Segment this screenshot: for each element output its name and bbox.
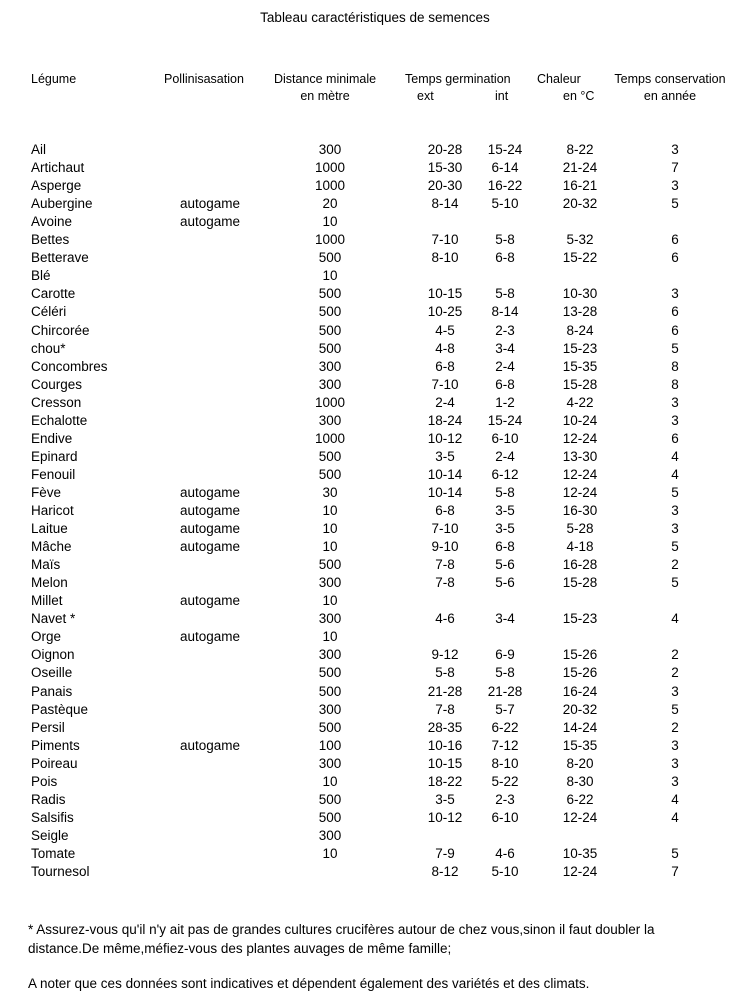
heat-range: 21-24	[562, 160, 598, 176]
min-distance: 500	[318, 448, 342, 464]
germination-int: 21-28	[487, 683, 523, 699]
min-distance: 1000	[314, 394, 346, 410]
min-distance: 10	[322, 521, 338, 537]
germination-ext: 6-8	[435, 358, 455, 374]
vegetable-name: Tournesol	[31, 864, 90, 879]
vegetable-name: Pois	[31, 773, 58, 789]
germination-int: 6-12	[491, 466, 519, 482]
germination-ext: 9-12	[431, 647, 459, 663]
conservation-years: 5	[671, 340, 679, 356]
germination-int: 5-8	[495, 286, 515, 302]
germination-int: 3-4	[495, 340, 515, 356]
table-row	[0, 466, 750, 484]
vegetable-name: Millet	[31, 593, 63, 609]
conservation-years: 5	[671, 196, 679, 212]
germination-int: 8-10	[491, 755, 519, 771]
table-row	[0, 737, 750, 755]
germination-int: 1-2	[495, 394, 515, 410]
germination-int: 6-9	[495, 647, 515, 663]
germination-int: 5-7	[495, 701, 515, 717]
vegetable-name: Aubergine	[31, 196, 93, 212]
min-distance: 10	[322, 593, 338, 609]
table-row	[0, 664, 750, 682]
min-distance: 300	[318, 376, 342, 392]
germination-int: 5-6	[495, 575, 515, 591]
vegetable-name: Bettes	[31, 232, 70, 248]
table-row	[0, 340, 750, 358]
table-row	[0, 755, 750, 773]
conservation-years: 4	[671, 448, 679, 464]
heat-range: 16-30	[562, 503, 598, 518]
vegetable-name: Orge	[31, 629, 62, 645]
germination-ext: 7-10	[431, 521, 459, 537]
min-distance: 20	[322, 196, 338, 212]
vegetable-name: Oseille	[31, 665, 73, 681]
header-conservation-line2: en année	[643, 89, 697, 103]
table-row	[0, 213, 750, 231]
germination-int: 6-8	[495, 539, 515, 555]
conservation-years: 4	[671, 809, 679, 825]
min-distance: 100	[318, 737, 342, 753]
min-distance: 500	[318, 683, 342, 699]
conservation-years: 3	[671, 394, 679, 410]
heat-range: 12-24	[562, 430, 598, 446]
heat-range: 20-32	[562, 701, 598, 717]
germination-int: 5-6	[495, 557, 515, 573]
vegetable-name: Fenouil	[31, 466, 76, 482]
vegetable-name: Céléri	[31, 304, 67, 320]
germination-ext: 15-30	[427, 160, 463, 176]
table-row	[0, 177, 750, 195]
conservation-years: 8	[671, 358, 679, 374]
table-row	[0, 773, 750, 791]
germination-ext: 10-16	[427, 737, 463, 753]
germination-ext: 4-6	[435, 611, 455, 627]
vegetable-name: Courges	[31, 376, 83, 392]
min-distance: 1000	[314, 232, 346, 248]
germination-int: 3-5	[495, 521, 515, 537]
vegetable-name: Ail	[31, 142, 47, 157]
min-distance: 500	[318, 809, 342, 825]
table-row	[0, 791, 750, 809]
germination-ext: 10-15	[427, 755, 463, 771]
conservation-years: 3	[671, 503, 679, 518]
heat-range: 10-35	[562, 845, 598, 861]
germination-ext: 20-28	[427, 142, 463, 157]
vegetable-name: Avoine	[31, 214, 73, 230]
table-row	[0, 484, 750, 502]
disclaimer: A noter que ces données sont indicatives et dépendent également des variétés et des climats.	[28, 976, 590, 991]
vegetable-name: Pastèque	[31, 701, 89, 717]
footnote: * Assurez-vous qu'il n'y ait pas de grandes cultures crucifères autour de chez vous,sinon il faut doubler la distance.De même,méfiez-vous des plantes auvages de même famille;	[28, 922, 655, 956]
germination-ext: 28-35	[427, 719, 463, 735]
conservation-years: 3	[671, 286, 679, 302]
vegetable-name: Radis	[31, 791, 66, 807]
header-conservation	[605, 71, 735, 105]
vegetable-name: Melon	[31, 575, 68, 591]
germination-ext: 10-12	[427, 430, 463, 446]
table-row	[0, 719, 750, 737]
conservation-years: 3	[671, 412, 679, 428]
conservation-years: 2	[671, 665, 679, 681]
heat-range: 13-28	[562, 304, 598, 320]
vegetable-name: Mâche	[31, 539, 72, 555]
table-row	[0, 628, 750, 646]
min-distance: 30	[322, 484, 338, 500]
min-distance: 500	[318, 665, 342, 681]
conservation-years: 2	[671, 647, 679, 663]
heat-range: 8-22	[566, 142, 594, 157]
germination-int: 6-22	[491, 719, 519, 735]
conservation-years: 6	[671, 322, 679, 338]
vegetable-name: Oignon	[31, 647, 75, 663]
germination-ext: 8-14	[431, 196, 459, 212]
germination-ext: 7-9	[435, 845, 455, 861]
heat-range: 16-28	[562, 557, 598, 573]
germination-int: 8-14	[491, 304, 519, 320]
conservation-years: 3	[671, 755, 679, 771]
heat-range: 15-23	[562, 611, 598, 627]
germination-int: 4-6	[495, 845, 515, 861]
table-row	[0, 863, 750, 881]
page-title: Tableau caractéristiques de semences	[260, 10, 490, 25]
table-row	[0, 520, 750, 538]
germination-ext: 7-10	[431, 232, 459, 248]
vegetable-name: Cresson	[31, 394, 82, 410]
table-row	[0, 430, 750, 448]
vegetable-name: Fève	[31, 484, 62, 500]
min-distance: 300	[318, 142, 342, 157]
germination-ext: 6-8	[435, 503, 455, 518]
min-distance: 500	[318, 304, 342, 320]
min-distance: 300	[318, 575, 342, 591]
heat-range: 16-21	[562, 178, 598, 194]
conservation-years: 4	[671, 466, 679, 482]
heat-range: 5-32	[566, 232, 594, 248]
min-distance: 500	[318, 322, 342, 338]
heat-range: 12-24	[562, 466, 598, 482]
header-chaleur-unit: en °C	[563, 89, 595, 103]
conservation-years: 7	[671, 864, 679, 879]
heat-range: 13-30	[562, 448, 598, 464]
table-row	[0, 376, 750, 394]
table-row	[0, 592, 750, 610]
heat-range: 5-28	[566, 521, 594, 537]
conservation-years: 6	[671, 430, 679, 446]
germination-int: 16-22	[487, 178, 523, 194]
vegetable-name: Persil	[31, 719, 65, 735]
table-row	[0, 538, 750, 556]
germination-ext: 2-4	[435, 394, 455, 410]
vegetable-name: Salsifis	[31, 809, 74, 825]
header-distance-line1: Distance minimale	[273, 72, 377, 86]
conservation-years: 5	[671, 701, 679, 717]
min-distance: 1000	[314, 178, 346, 194]
conservation-years: 3	[671, 737, 679, 753]
germination-ext: 10-12	[427, 809, 463, 825]
heat-range: 15-26	[562, 647, 598, 663]
heat-range: 12-24	[562, 809, 598, 825]
min-distance: 300	[318, 647, 342, 663]
germination-int: 5-8	[495, 665, 515, 681]
pollination: autogame	[179, 629, 241, 645]
heat-range: 10-24	[562, 412, 598, 428]
heat-range: 10-30	[562, 286, 598, 302]
table-row	[0, 610, 750, 628]
conservation-years: 4	[671, 791, 679, 807]
table-row	[0, 556, 750, 574]
germination-ext: 9-10	[431, 539, 459, 555]
conservation-years: 3	[671, 142, 679, 157]
table-row	[0, 574, 750, 592]
header-distance	[270, 71, 380, 105]
header-pollinisation: Pollinisasation	[164, 72, 244, 86]
germination-ext: 8-12	[431, 864, 459, 879]
table-row	[0, 827, 750, 845]
table-row	[0, 231, 750, 249]
min-distance: 10	[322, 629, 338, 645]
table-row	[0, 159, 750, 177]
min-distance: 10	[322, 214, 338, 230]
conservation-years: 3	[671, 178, 679, 194]
pollination: autogame	[179, 593, 241, 609]
conservation-years: 5	[671, 539, 679, 555]
min-distance: 500	[318, 466, 342, 482]
germination-ext: 10-14	[427, 466, 463, 482]
conservation-years: 6	[671, 232, 679, 248]
germination-int: 15-24	[487, 412, 523, 428]
conservation-years: 3	[671, 521, 679, 537]
vegetable-name: Seigle	[31, 827, 69, 843]
germination-ext: 10-14	[427, 484, 463, 500]
heat-range: 15-23	[562, 340, 598, 356]
vegetable-name: Concombres	[31, 358, 108, 374]
vegetable-name: Endive	[31, 430, 73, 446]
germination-ext: 7-8	[435, 575, 455, 591]
germination-ext: 18-24	[427, 412, 463, 428]
vegetable-name: Asperge	[31, 178, 82, 194]
table-row	[0, 195, 750, 213]
germination-ext: 7-8	[435, 701, 455, 717]
pollination: autogame	[179, 196, 241, 212]
heat-range: 14-24	[562, 719, 598, 735]
header-germination-int: int	[495, 89, 509, 103]
germination-ext: 8-10	[431, 250, 459, 266]
header-chaleur: Chaleur	[537, 72, 581, 86]
germination-int: 6-14	[491, 160, 519, 176]
vegetable-name: Maïs	[31, 557, 61, 573]
pollination: autogame	[179, 484, 241, 500]
min-distance: 10	[322, 845, 338, 861]
germination-ext: 4-8	[435, 340, 455, 356]
table-row	[0, 267, 750, 285]
vegetable-name: Blé	[31, 268, 51, 284]
vegetable-name: Panais	[31, 683, 73, 699]
germination-ext: 18-22	[427, 773, 463, 789]
min-distance: 300	[318, 412, 342, 428]
table-row	[0, 683, 750, 701]
germination-ext: 21-28	[427, 683, 463, 699]
pollination: autogame	[179, 521, 241, 537]
min-distance: 500	[318, 557, 342, 573]
vegetable-name: Navet *	[31, 611, 76, 627]
table-row	[0, 701, 750, 719]
heat-range: 15-28	[562, 376, 598, 392]
pollination: autogame	[179, 737, 241, 753]
conservation-years: 3	[671, 773, 679, 789]
germination-int: 5-10	[491, 864, 519, 879]
vegetable-name: Poireau	[31, 755, 78, 771]
conservation-years: 3	[671, 683, 679, 699]
min-distance: 10	[322, 773, 338, 789]
vegetable-name: Echalotte	[31, 412, 88, 428]
table-row	[0, 845, 750, 863]
conservation-years: 4	[671, 611, 679, 627]
germination-int: 15-24	[487, 142, 523, 157]
min-distance: 500	[318, 791, 342, 807]
vegetable-name: Artichaut	[31, 160, 85, 176]
germination-int: 7-12	[491, 737, 519, 753]
germination-ext: 3-5	[435, 448, 455, 464]
germination-ext: 10-25	[427, 304, 463, 320]
germination-int: 3-4	[495, 611, 515, 627]
heat-range: 20-32	[562, 196, 598, 212]
vegetable-name: Carotte	[31, 286, 76, 302]
germination-int: 6-10	[491, 430, 519, 446]
heat-range: 15-35	[562, 737, 598, 753]
conservation-years: 6	[671, 250, 679, 266]
germination-int: 2-3	[495, 322, 515, 338]
min-distance: 1000	[314, 430, 346, 446]
heat-range: 15-22	[562, 250, 598, 266]
germination-int: 2-3	[495, 791, 515, 807]
conservation-years: 7	[671, 160, 679, 176]
germination-ext: 10-15	[427, 286, 463, 302]
germination-int: 5-8	[495, 484, 515, 500]
table-row	[0, 249, 750, 267]
vegetable-name: Haricot	[31, 503, 74, 518]
table-row	[0, 646, 750, 664]
table-row	[0, 394, 750, 412]
table-row	[0, 358, 750, 376]
table-row	[0, 412, 750, 430]
min-distance: 1000	[314, 160, 346, 176]
germination-ext: 5-8	[435, 665, 455, 681]
conservation-years: 2	[671, 719, 679, 735]
header-germination-ext: ext	[417, 89, 434, 103]
conservation-years: 6	[671, 304, 679, 320]
heat-range: 8-24	[566, 322, 594, 338]
conservation-years: 5	[671, 484, 679, 500]
vegetable-name: Epinard	[31, 448, 78, 464]
pollination: autogame	[179, 214, 241, 230]
pollination: autogame	[179, 503, 241, 518]
heat-range: 15-28	[562, 575, 598, 591]
germination-ext: 7-10	[431, 376, 459, 392]
vegetable-name: Piments	[31, 737, 80, 753]
table-row	[0, 448, 750, 466]
min-distance: 300	[318, 827, 342, 843]
min-distance: 10	[322, 503, 338, 518]
min-distance: 300	[318, 358, 342, 374]
germination-int: 5-10	[491, 196, 519, 212]
germination-int: 2-4	[495, 358, 515, 374]
germination-int: 6-8	[495, 376, 515, 392]
heat-range: 12-24	[562, 484, 598, 500]
heat-range: 15-35	[562, 358, 598, 374]
table-row	[0, 502, 750, 520]
table-row	[0, 285, 750, 303]
pollination: autogame	[179, 539, 241, 555]
min-distance: 300	[318, 611, 342, 627]
min-distance: 10	[322, 268, 338, 284]
conservation-years: 2	[671, 557, 679, 573]
heat-range: 8-20	[566, 755, 594, 771]
heat-range: 4-22	[566, 394, 594, 410]
heat-range: 4-18	[566, 539, 594, 555]
heat-range: 12-24	[562, 864, 598, 879]
min-distance: 300	[318, 701, 342, 717]
vegetable-name: Chircorée	[31, 322, 90, 338]
germination-int: 5-22	[491, 773, 519, 789]
conservation-years: 5	[671, 845, 679, 861]
conservation-years: 8	[671, 376, 679, 392]
table-row	[0, 303, 750, 321]
germination-int: 5-8	[495, 232, 515, 248]
heat-range: 15-26	[562, 665, 598, 681]
header-germination: Temps germination	[405, 72, 511, 86]
min-distance: 500	[318, 719, 342, 735]
germination-ext: 4-5	[435, 322, 455, 338]
germination-ext: 3-5	[435, 791, 455, 807]
vegetable-name: Betterave	[31, 250, 89, 266]
min-distance: 500	[318, 250, 342, 266]
vegetable-name: Tomate	[31, 845, 76, 861]
table-row	[0, 141, 750, 159]
heat-range: 16-24	[562, 683, 598, 699]
germination-ext: 7-8	[435, 557, 455, 573]
heat-range: 8-30	[566, 773, 594, 789]
min-distance: 10	[322, 539, 338, 555]
conservation-years: 5	[671, 575, 679, 591]
header-distance-line2: en mètre	[300, 89, 350, 103]
header-legume: Légume	[31, 72, 77, 86]
min-distance: 500	[318, 340, 342, 356]
table-row	[0, 322, 750, 340]
table-row	[0, 809, 750, 827]
germination-int: 6-10	[491, 809, 519, 825]
vegetable-name: Laitue	[31, 521, 68, 537]
germination-int: 6-8	[495, 250, 515, 266]
germination-int: 2-4	[495, 448, 515, 464]
vegetable-name: chou*	[31, 340, 66, 356]
germination-int: 3-5	[495, 503, 515, 518]
germination-ext: 20-30	[427, 178, 463, 194]
heat-range: 6-22	[566, 791, 594, 807]
min-distance: 300	[318, 755, 342, 771]
header-conservation-line1: Temps conservation	[614, 72, 726, 86]
min-distance: 500	[318, 286, 342, 302]
